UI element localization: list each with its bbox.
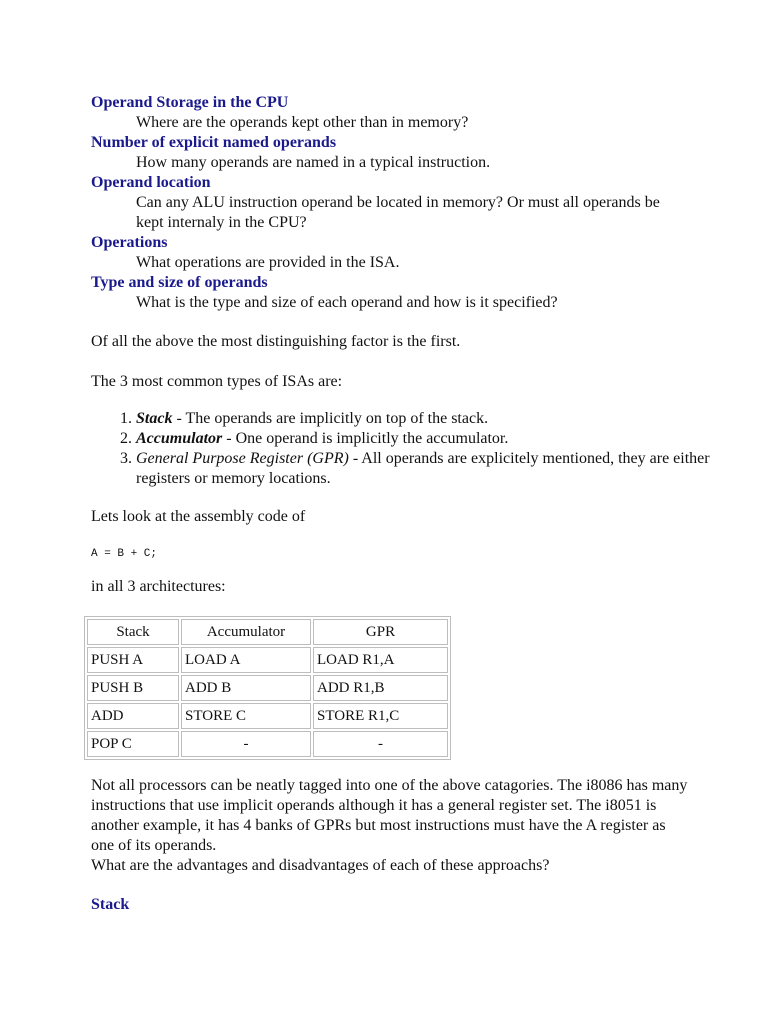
table-cell: ADD — [87, 703, 179, 729]
table-row — [87, 703, 448, 729]
list-item — [136, 449, 736, 489]
isa-type-name: Accumulator — [136, 430, 223, 447]
table-row — [87, 675, 448, 701]
isa-characteristics-list — [91, 93, 691, 313]
paragraph-distinguishing: Of all the above the most distinguishing factor is the first. — [91, 333, 461, 350]
definition-desc: Where are the operands kept other than in memory? — [136, 114, 469, 131]
definition-term: Type and size of operands — [91, 274, 268, 291]
definition-term: Number of explicit named operands — [91, 134, 337, 151]
list-item — [136, 429, 736, 449]
isa-types-list — [91, 409, 736, 489]
paragraph-in-all: in all 3 architectures: — [91, 578, 226, 595]
table-header: GPR — [313, 619, 448, 645]
paragraph-advantages: What are the advantages and disadvantages of each of these approachs? — [91, 857, 550, 874]
definition-desc: Can any ALU instruction operand be located in memory? Or must all operands be kept internaly in the CPU? — [136, 194, 660, 231]
table-cell: - — [313, 731, 448, 757]
table-header-row — [87, 619, 448, 645]
table-row — [87, 647, 448, 673]
isa-type-name: General Purpose Register (GPR) — [136, 450, 349, 467]
table-cell: PUSH B — [87, 675, 179, 701]
section-heading-stack: Stack — [91, 896, 130, 913]
isa-type-text: - One operand is implicitly the accumulator. — [222, 430, 509, 447]
definition-term: Operand Storage in the CPU — [91, 94, 289, 111]
isa-type-name: Stack — [136, 410, 173, 427]
table-cell: ADD B — [181, 675, 311, 701]
table-cell: POP C — [87, 731, 179, 757]
table-cell: LOAD R1,A — [313, 647, 448, 673]
definition-desc: What operations are provided in the ISA. — [136, 254, 400, 271]
table-cell: PUSH A — [87, 647, 179, 673]
code-line: A = B + C; — [91, 548, 158, 560]
table-cell: - — [181, 731, 311, 757]
definition-term: Operations — [91, 234, 168, 251]
table-header: Stack — [87, 619, 179, 645]
table-cell: ADD R1,B — [313, 675, 448, 701]
paragraph-lets-look: Lets look at the assembly code of — [91, 508, 306, 525]
definition-desc: What is the type and size of each operand and how is it specified? — [136, 294, 558, 311]
table-row — [87, 731, 448, 757]
paragraph-common-types: The 3 most common types of ISAs are: — [91, 373, 343, 390]
table-header: Accumulator — [181, 619, 311, 645]
definition-term: Operand location — [91, 174, 211, 191]
isa-type-text: - The operands are implicitly on top of the stack. — [172, 410, 489, 427]
table-cell: STORE C — [181, 703, 311, 729]
assembly-table — [84, 616, 451, 760]
table-cell: LOAD A — [181, 647, 311, 673]
table-cell: STORE R1,C — [313, 703, 448, 729]
list-item — [136, 409, 736, 429]
definition-desc: How many operands are named in a typical instruction. — [136, 154, 491, 171]
paragraph-not-all: Not all processors can be neatly tagged into one of the above catagories. The i8086 has many instructions that use implicit operands although it has a general register set. The i8051 is another example, it has 4 banks of GPRs but most instructions must have the A register as one of its operands. — [91, 777, 688, 854]
isa-type-text: - All operands are explicitely mentioned, they are either registers or memory locations. — [136, 450, 710, 487]
